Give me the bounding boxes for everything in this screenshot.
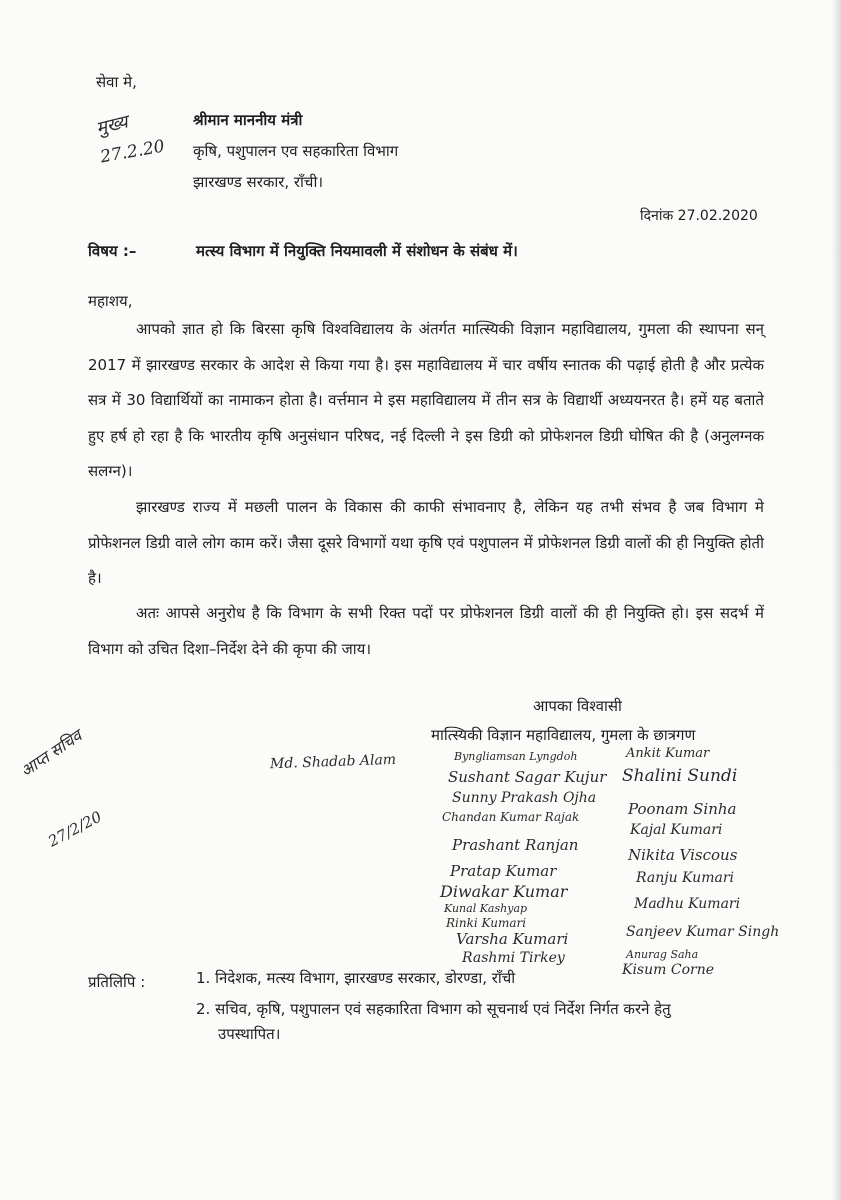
signature: Kajal Kumari xyxy=(630,822,723,838)
signature: Prashant Ranjan xyxy=(452,836,579,854)
recipient-line-1: श्रीमान माननीय मंत्री xyxy=(193,111,303,129)
signature: Rashmi Tirkey xyxy=(462,950,565,966)
copy-label: प्रतिलिपि : xyxy=(88,973,146,991)
subject-text: मत्स्य विभाग में नियुक्ति नियमावली में संशोधन के संबंध में। xyxy=(196,242,518,260)
handwritten-date-left: 27/2/20 xyxy=(45,807,105,851)
copy-recipient-2: 2. सचिव, कृषि, पशुपालन एवं सहकारिता विभाग को सूचनार्थ एवं निर्देश निर्गत करने हेतु xyxy=(196,1000,671,1018)
body-paragraph-2: झारखण्ड राज्य में मछली पालन के विकास की काफी संभावनाए है, लेकिन यह तभी संभव है जब विभाग मे प्रोफेशनल डिग्री वाले लोग काम करें। जैसा दूसरे विभागों यथा कृषि एवं पशुपालन में प्रोफेशनल डिग्री वालों की ही नियुक्ति होती है। xyxy=(88,498,764,587)
page-edge-shadow xyxy=(831,0,841,1200)
copy-recipient-1: 1. निदेशक, मत्स्य विभाग, झारखण्ड सरकार, डोरण्डा, राँची xyxy=(196,969,516,987)
signature: Varsha Kumari xyxy=(456,930,569,948)
signature: Kisum Corne xyxy=(622,962,714,978)
signature: Md. Shadab Alam xyxy=(269,751,397,773)
signature: Shalini Sundi xyxy=(622,766,738,786)
signature: Ranju Kumari xyxy=(636,870,734,886)
signature: Chandan Kumar Rajak xyxy=(442,810,580,824)
handwritten-note-left: आप्त सचिव xyxy=(16,726,86,781)
signature: Pratap Kumar xyxy=(450,862,557,880)
to-prefix: सेवा मे, xyxy=(96,73,137,91)
closing: आपका विश्वासी xyxy=(533,697,622,715)
signature: Diwakar Kumar xyxy=(440,882,568,901)
copy-recipient-2-cont: उपस्थापित। xyxy=(218,1025,281,1043)
body-paragraph-1: आपको ज्ञात हो कि बिरसा कृषि विश्वविद्यालय के अंतर्गत मात्स्यिकी विज्ञान महाविद्यालय, गुमला की स्थापना सन् 2017 में झारखण्ड सरकार के आदेश से किया गया है। इस महाविद्यालय में चार वर्षीय स्नातक की पढ़ाई होती है और प्रत्येक सत्र में 30 विद्यार्थियों का नामाकन होता है। वर्त्तमान मे इस महाविद्यालय में तीन सत्र के विद्यार्थी अध्ययनरत है। हमें यह बताते हुए हर्ष हो रहा है कि भारतीय कृषि अनुसंधान परिषद, नई दिल्ली ने इस डिग्री को प्रोफेशनल डिग्री घोषित की है (अनुलग्नक सलग्न)। xyxy=(88,320,764,480)
recipient-line-2: कृषि, पशुपालन एव सहकारिता विभाग xyxy=(193,142,399,160)
recipient-line-3: झारखण्ड सरकार, रॉंची। xyxy=(193,173,324,191)
signature: Madhu Kumari xyxy=(634,896,741,912)
signature: Anurag Saha xyxy=(626,948,699,961)
signature: Poonam Sinha xyxy=(628,800,737,818)
signature: Sanjeev Kumar Singh xyxy=(626,924,780,940)
signature: Sushant Sagar Kujur xyxy=(448,768,607,786)
handwritten-date-top: 27.2.20 xyxy=(98,136,167,168)
letter-date: दिनांक 27.02.2020 xyxy=(640,208,758,224)
signature: Kunal Kashyap xyxy=(444,902,528,915)
salutation: महाशय, xyxy=(88,292,133,310)
signature: Byngliamsan Lyngdoh xyxy=(454,750,578,763)
signature: Sunny Prakash Ojha xyxy=(452,790,597,806)
signature: Rinki Kumari xyxy=(446,916,527,930)
signature: Ankit Kumar xyxy=(626,746,710,761)
handwritten-note-top: मुख्य xyxy=(94,111,130,140)
subject-label: विषय :– xyxy=(88,242,137,260)
sender: मात्स्यिकी विज्ञान महाविद्यालय, गुमला के छात्रगण xyxy=(431,726,696,744)
signature: Nikita Viscous xyxy=(628,846,738,864)
body-paragraph-3: अतः आपसे अनुरोध है कि विभाग के सभी रिक्त पदों पर प्रोफेशनल डिग्री वालों की ही नियुक्ति हो। इस सदर्भ में विभाग को उचित दिशा–निर्देश देने की कृपा की जाय। xyxy=(88,604,764,658)
